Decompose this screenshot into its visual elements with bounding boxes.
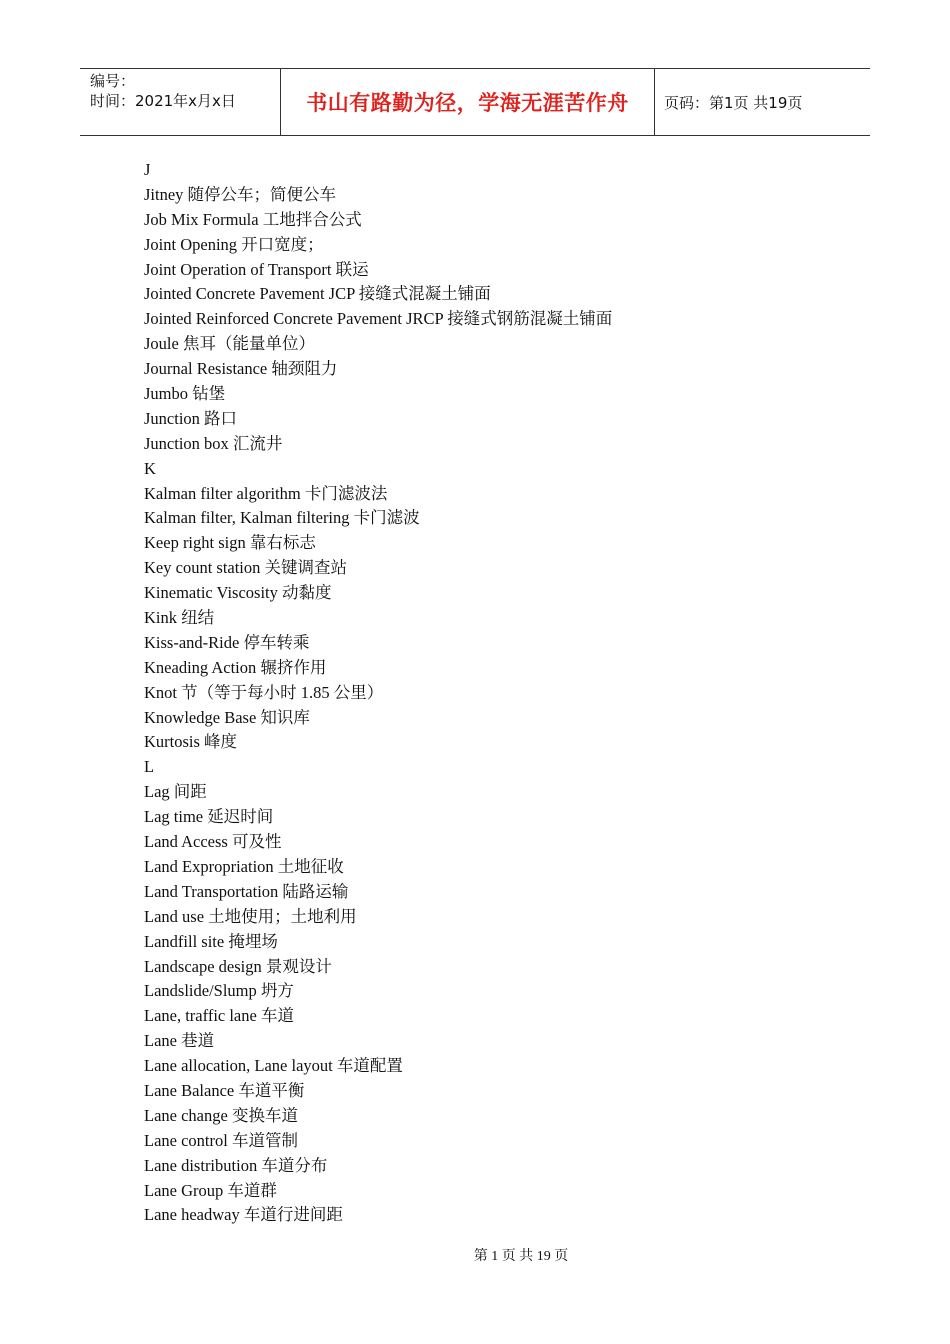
glossary-entry: Kalman filter, Kalman filtering 卡门滤波 bbox=[144, 508, 420, 528]
glossary-entry: Keep right sign 靠右标志 bbox=[144, 533, 316, 553]
glossary-entry: Jointed Concrete Pavement JCP 接缝式混凝土铺面 bbox=[144, 284, 491, 304]
number-label: 编号： bbox=[90, 72, 136, 90]
glossary-entry: Lag time 延迟时间 bbox=[144, 807, 274, 827]
glossary-entry: Junction box 汇流井 bbox=[144, 433, 283, 453]
glossary-entry: Land use 土地使用；土地利用 bbox=[144, 906, 357, 926]
glossary-entry: Kalman filter algorithm 卡门滤波法 bbox=[144, 483, 388, 503]
glossary-entry: J bbox=[144, 160, 151, 179]
glossary-entry: Job Mix Formula 工地拌合公式 bbox=[144, 209, 362, 229]
glossary-entry: Jumbo 钻堡 bbox=[144, 384, 226, 404]
glossary-entry: Lane control 车道管制 bbox=[144, 1130, 298, 1150]
glossary-entry: Land Transportation 陆路运输 bbox=[144, 881, 349, 901]
glossary-entry: Lane distribution 车道分布 bbox=[144, 1155, 328, 1175]
glossary-entry: Landscape design 景观设计 bbox=[144, 956, 332, 976]
date-label: 时间：2021年x月x日 bbox=[90, 92, 236, 110]
glossary-entry: Jitney 随停公车；简便公车 bbox=[144, 184, 337, 204]
glossary-entry: L bbox=[144, 757, 155, 777]
glossary-entry: Knot 节（等于每小时 1.85 公里） bbox=[144, 682, 384, 702]
glossary-entry: Lane 巷道 bbox=[144, 1031, 215, 1051]
glossary-entry: Kiss-and-Ride 停车转乘 bbox=[144, 632, 310, 652]
glossary-entry: Landslide/Slump 坍方 bbox=[144, 981, 294, 1001]
glossary-entry: Lane change 变换车道 bbox=[144, 1105, 298, 1125]
glossary-entry: Joule 焦耳（能量单位） bbox=[144, 334, 315, 354]
glossary-entry: Lane headway 车道行进间距 bbox=[144, 1205, 343, 1225]
glossary-entry: Joint Operation of Transport 联运 bbox=[144, 259, 369, 279]
glossary-entry: Lane, traffic lane 车道 bbox=[144, 1006, 294, 1026]
glossary-entry: Land Expropriation 土地征收 bbox=[144, 856, 344, 876]
page-footer: 第 1 页 共 19 页 bbox=[473, 1249, 569, 1264]
glossary-entry: Lane allocation, Lane layout 车道配置 bbox=[144, 1056, 403, 1076]
header-meta bbox=[80, 69, 281, 135]
glossary-entry: Kinematic Viscosity 动黏度 bbox=[144, 583, 332, 603]
glossary-entry: Kink 纽结 bbox=[144, 608, 215, 628]
glossary-entry: Kneading Action 辗挤作用 bbox=[144, 657, 327, 677]
glossary-entry: Jointed Reinforced Concrete Pavement JRCP 接缝式钢筋混凝土铺面 bbox=[144, 309, 613, 329]
glossary-entry: K bbox=[144, 458, 156, 478]
glossary-entry: Junction 路口 bbox=[144, 408, 238, 428]
header-page-info: 页码：第1页 共19页 bbox=[664, 93, 803, 112]
glossary-entry: Lane Balance 车道平衡 bbox=[144, 1080, 305, 1100]
glossary-entry: Landfill site 掩埋场 bbox=[144, 931, 278, 951]
glossary-entry: Lane Group 车道群 bbox=[144, 1180, 277, 1200]
header-motto: 书山有路勤为径，学海无涯苦作舟 bbox=[281, 69, 655, 135]
glossary-entry: Joint Opening 开口宽度； bbox=[144, 234, 324, 254]
glossary-entry: Key count station 关键调查站 bbox=[144, 558, 348, 578]
page-header bbox=[80, 68, 870, 136]
glossary-entry: Knowledge Base 知识库 bbox=[144, 707, 310, 727]
glossary-entry: Journal Resistance 轴颈阻力 bbox=[144, 359, 338, 379]
glossary-entry: Land Access 可及性 bbox=[144, 832, 282, 852]
glossary-entry: Lag 间距 bbox=[144, 782, 207, 802]
glossary-list bbox=[144, 158, 844, 1228]
glossary-entry: Kurtosis 峰度 bbox=[144, 732, 238, 752]
